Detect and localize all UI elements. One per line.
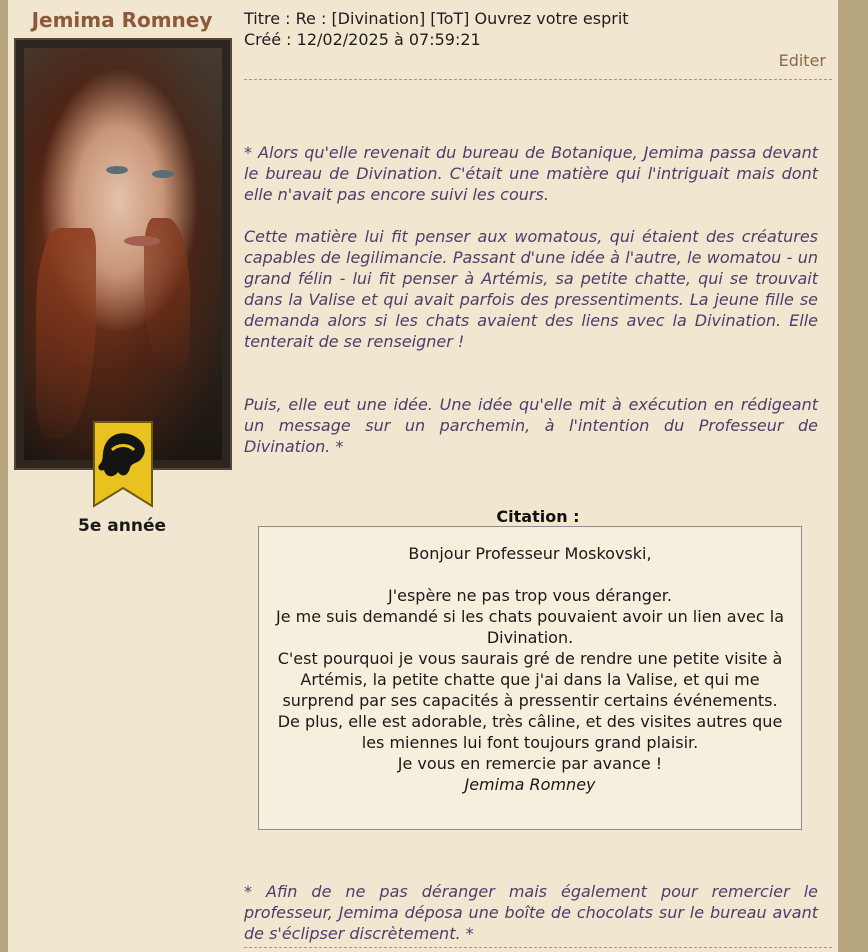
citation-line: Je vous en remercie par avance ! [397,754,663,773]
post-paragraph: * Alors qu'elle revenait du bureau de Botanique, Jemima passa devant le bureau de Divination. C'était une matière qui l'intriguait mais dont elle n'avait pas encore suivi les cours. [244,143,818,204]
post-paragraph: * Afin de ne pas déranger mais également pour remercier le professeur, Jemima déposa une boîte de chocolats sur le bureau avant de s'éclipser discrètement. * [244,882,818,943]
divider [244,947,832,948]
citation-line: C'est pourquoi je vous saurais gré de rendre une petite visite à Artémis, la petite chatte que j'ai dans la Valise, et qui me surprend par ses capacités à pressentir certains événements. De plus, elle est adorable, très câline, et des visites autres que les miennes lui font toujours grand plaisir. [277,649,783,752]
post-created-date: Créé : 12/02/2025 à 07:59:21 [244,30,481,49]
divider [244,79,832,80]
badger-badge-icon [92,420,154,508]
citation-greeting: Bonjour Professeur Moskovski, [408,544,652,563]
citation-signature: Jemima Romney [464,775,596,794]
citation-text [273,543,787,795]
citation-box [258,526,802,830]
avatar-hair [36,228,96,438]
post-paragraph: Cette matière lui fit penser aux womatous, qui étaient des créatures capables de legilimancie. Passant d'une idée à l'autre, le womatou - un grand félin - lui fit penser à Artémis, sa petite chatte, qui se trouvait dans la Valise et qui avait parfois des pressentiments. La jeune fille se demanda alors si les chats avaient des liens avec la Divination. Elle tenterait de se renseigner ! [244,227,818,351]
post-title: Titre : Re : [Divination] [ToT] Ouvrez votre esprit [244,9,629,28]
avatar-frame [14,38,232,470]
citation-line: J'espère ne pas trop vous déranger. [388,586,672,605]
edit-link[interactable]: Editer [778,51,826,70]
citation-title: Citation : [496,507,580,526]
avatar-eye [152,170,174,178]
avatar-lips [124,236,160,246]
avatar-eye [106,166,128,174]
post-paragraph: Puis, elle eut une idée. Une idée qu'elle mit à exécution en rédigeant un message sur un parchemin, à l'intention du Professeur de Divination. * [244,395,818,456]
author-name[interactable]: Jemima Romney [31,8,213,32]
citation-line: Je me suis demandé si les chats pouvaient avoir un lien avec la Divination. [275,607,785,647]
author-year: 5e année [77,516,166,536]
avatar [24,48,222,460]
author-panel [8,0,236,952]
forum-post [8,0,838,952]
